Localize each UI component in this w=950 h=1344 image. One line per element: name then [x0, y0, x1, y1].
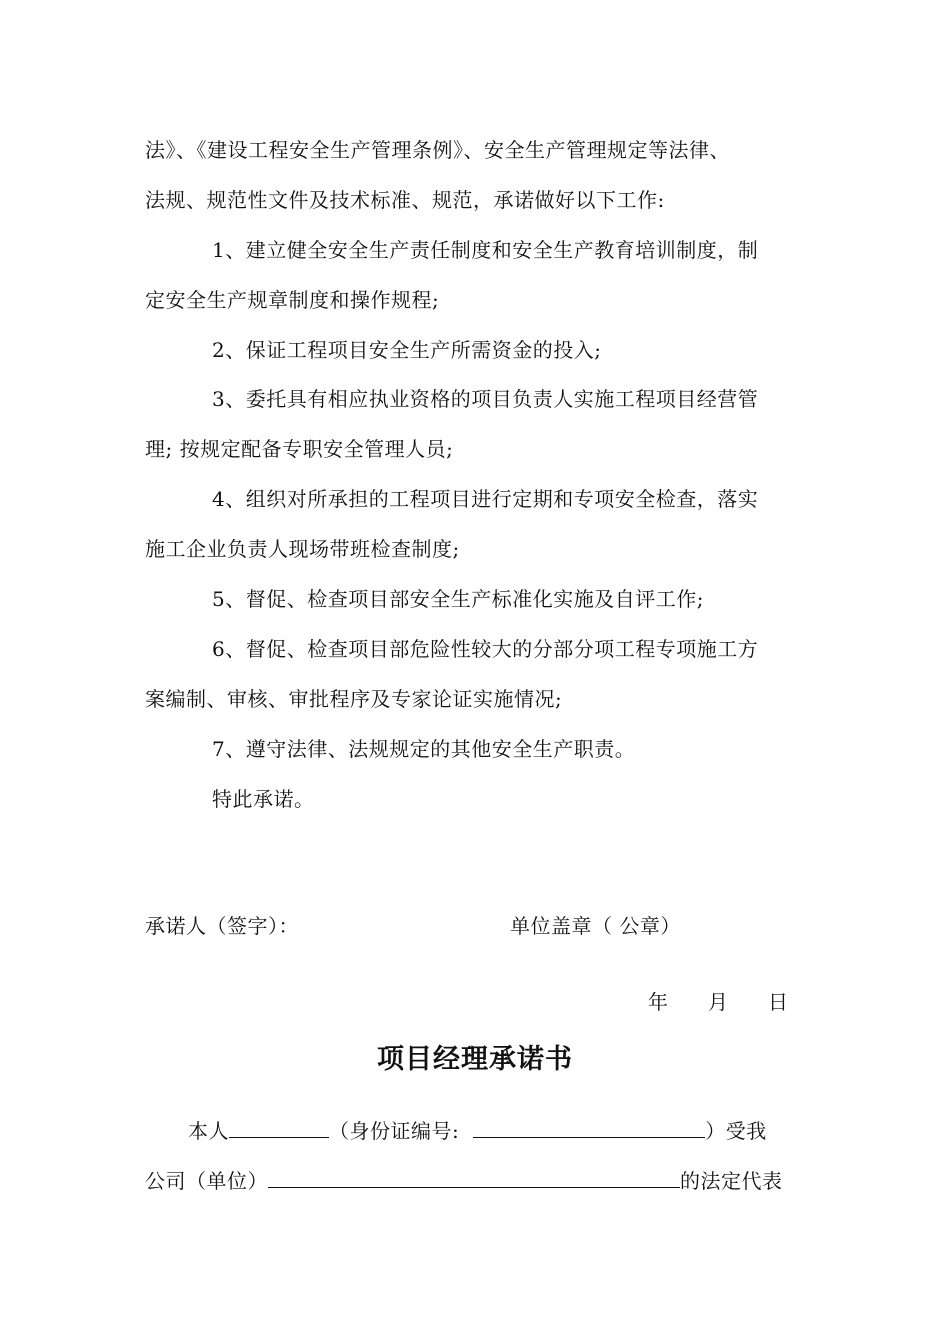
date-month: 月: [708, 990, 729, 1014]
name-blank[interactable]: [229, 1115, 329, 1138]
item-2-line-1: 2、保证工程项目安全生产所需资金的投入;: [212, 338, 602, 362]
item-7-line-1: 7、遵守法律、法规规定的其他安全生产职责。: [212, 737, 636, 761]
seal-label: 单位盖章（ 公章）: [510, 914, 681, 938]
item-4-line-1: 4、组织对所承担的工程项目进行定期和专项安全检查，落实: [212, 487, 759, 511]
pledge-line-1: [188, 1115, 767, 1146]
item-6-line-1: 6、督促、检查项目部危险性较大的分部分项工程专项施工方: [212, 637, 759, 661]
pledge-line-2: [145, 1165, 783, 1196]
legal-rep-label: 的法定代表: [680, 1169, 783, 1193]
closing-text: 特此承诺。: [212, 787, 315, 811]
company-blank[interactable]: [268, 1165, 680, 1188]
pledge-prefix: 本人: [188, 1119, 229, 1143]
company-label: 公司（单位）: [145, 1169, 268, 1193]
item-3-line-1: 3、委托具有相应执业资格的项目负责人实施工程项目经营管: [212, 387, 759, 411]
item-5-line-1: 5、督促、检查项目部安全生产标准化实施及自评工作;: [212, 587, 704, 611]
item-3-line-2: 理; 按规定配备专职安全管理人员;: [145, 437, 454, 461]
intro-line-1: 法》、《建设工程安全生产管理条例》、安全生产管理规定等法律、: [145, 138, 730, 162]
intro-line-2: 法规、规范性文件及技术标准、规范，承诺做好以下工作:: [145, 188, 665, 212]
date-year: 年: [648, 990, 669, 1014]
pledge-suffix: ）受我: [705, 1119, 767, 1143]
item-6-line-2: 案编制、审核、审批程序及专家论证实施情况;: [145, 687, 563, 711]
id-number-label: （身份证编号:: [329, 1119, 460, 1143]
item-1-line-1: 1、建立健全安全生产责任制度和安全生产教育培训制度，制: [212, 238, 759, 262]
date-day: 日: [768, 990, 789, 1014]
item-1-line-2: 定安全生产规章制度和操作规程;: [145, 288, 440, 312]
signature-label: 承诺人（签字）：: [145, 914, 299, 938]
id-number-blank[interactable]: [473, 1115, 705, 1138]
item-4-line-2: 施工企业负责人现场带班检查制度;: [145, 537, 460, 561]
document-title: 项目经理承诺书: [377, 1044, 573, 1075]
